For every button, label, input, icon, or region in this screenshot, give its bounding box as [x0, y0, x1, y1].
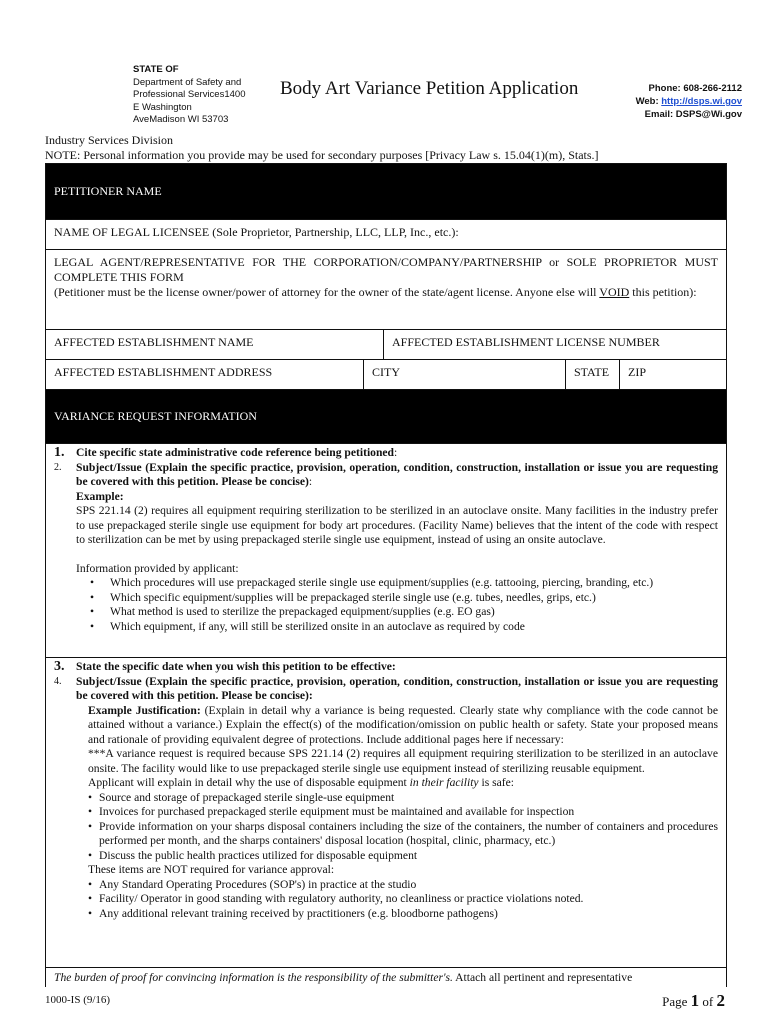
question-4-text: Subject/Issue (Explain the specific practice, provision, operation, condition, construction, installation or issue you are requesting be covered with this petition. Please be concise): [76, 674, 718, 702]
web-line [636, 95, 742, 108]
justification-label: Example Justification: [88, 703, 201, 717]
establishment-row [46, 329, 726, 359]
info-bullet-list [76, 576, 718, 634]
establishment-name-field[interactable]: AFFECTED ESTABLISHMENT NAME [54, 335, 254, 349]
legal-agent-line1: LEGAL AGENT/REPRESENTATIVE FOR THE CORPORATION/COMPANY/PARTNERSHIP or SOLE PROPRIETOR MUST COMPLETE THIS FORM [54, 255, 718, 284]
applicant-bullet-list [76, 791, 718, 864]
question-2-text: Subject/Issue (Explain the specific practice, provision, operation, condition, construction, installation or issue you are requesting be covered with this petition. Please be concise) [76, 460, 718, 488]
applicant-intro-b: is safe: [478, 776, 514, 789]
legal-agent-line2a: (Petitioner must be the license owner/power of attorney for the owner of the state/agent license. Anyone else will [54, 285, 600, 299]
form-id: 1000-IS (9/16) [45, 994, 111, 1006]
justification-text: (Explain in detail why a variance is being requested. Clearly state why compliance with the code cannot be attained without a variance.) Explain the effect(s) of the modification/omission on public health or safety. State your proposed means and rationale of providing equivalent degree of protections. Include additional pages here if necessary: [88, 703, 718, 746]
legal-agent-field[interactable] [46, 249, 726, 329]
q3-q4-block[interactable] [46, 657, 726, 967]
division-name: Industry Services Division [45, 133, 173, 147]
burden-of-proof [46, 968, 726, 986]
web-label: Web: [635, 96, 659, 107]
example-text: SPS 221.14 (2) requires all equipment requiring sterilization to be sterilized in an autoclave onsite. Many facilities in the industry prefer to use prepackaged sterile single use equipment for body art procedures. (Facility Name) believes that the intent of the code with respect to sterilization can be met by using prepackaged sterile single use equipment, instead of using an onsite autoclave. [76, 504, 718, 546]
dept-line-1: Department of Safety and [133, 76, 242, 88]
phone: Phone: 608-266-2112 [648, 83, 742, 94]
question-1-number: 1. [54, 445, 65, 460]
info-bullet: • What method is used to sterilize the prepackaged equipment/supplies (e.g. EO gas) [76, 605, 718, 620]
not-required-bullet: • Any additional relevant training received by practitioners (e.g. bloodborne pathogens) [88, 907, 718, 922]
question-1-colon: : [394, 446, 398, 459]
page-total: 2 [716, 991, 725, 1010]
applicant-bullet: • Discuss the public health practices utilized for disposable equipment [88, 849, 718, 864]
address-row [46, 359, 726, 389]
question-1-text: Cite specific state administrative code reference being petitioned [76, 446, 395, 459]
question-1 [54, 446, 718, 461]
legal-licensee-field[interactable] [46, 219, 726, 249]
privacy-note: NOTE: Personal information you provide may be used for secondary purposes [Privacy Law s. 15.04(1)(m), Stats.] [45, 148, 599, 162]
applicant-bullet: • Source and storage of prepackaged sterile single-use equipment [88, 791, 718, 806]
burden-of-proof-row [46, 967, 726, 987]
q1-q2-block[interactable] [46, 443, 726, 657]
example-label: Example: [76, 489, 124, 503]
applicant-intro [76, 776, 718, 791]
applicant-intro-italic: in their facility [409, 776, 479, 789]
establishment-license-field[interactable]: AFFECTED ESTABLISHMENT LICENSE NUMBER [383, 330, 726, 359]
variance-heading-text: VARIANCE REQUEST INFORMATION [54, 409, 257, 423]
not-required-bullet: • Any Standard Operating Procedures (SOP's) in practice at the studio [88, 878, 718, 893]
info-intro: Information provided by applicant: [76, 561, 239, 575]
burden-rest: Attach all pertinent and representative [452, 971, 633, 984]
applicant-intro-a: Applicant will explain in detail why the use of disposable equipment [88, 776, 410, 789]
petitioner-heading [46, 164, 726, 219]
info-bullet: • Which procedures will use prepackaged sterile single use equipment/supplies (e.g. tattooing, piercing, branding, etc.) [76, 576, 718, 591]
petitioner-heading-text: PETITIONER NAME [54, 184, 162, 198]
question-2 [54, 461, 718, 635]
petition-form [45, 163, 727, 987]
zip-field[interactable]: ZIP [619, 360, 726, 389]
question-3-text: State the specific date when you wish this petition to be effective: [76, 660, 396, 673]
page-number: 1 [690, 991, 700, 1010]
not-required-list [76, 878, 718, 922]
legal-agent-line2 [54, 285, 718, 300]
variance-heading [46, 389, 726, 443]
form-title: Body Art Variance Petition Application [280, 78, 579, 99]
contact-block [636, 82, 742, 121]
web-link[interactable]: http://dsps.wi.gov [661, 96, 742, 107]
applicant-bullet: • Provide information on your sharps disposal containers including the size of the containers, the number of containers and procedures performed per month, and the sharps containers' disposal location (hospital, clinic, pharmacy, etc.) [88, 820, 718, 849]
question-2-colon: : [308, 475, 313, 488]
email: Email: DSPS@Wi.gov [644, 109, 742, 120]
applicant-bullet: • Invoices for purchased prepackaged sterile equipment must be maintained and available for inspection [88, 805, 718, 820]
dept-line-4: AveMadison WI 53703 [133, 114, 229, 125]
justification [76, 704, 718, 748]
legal-agent-text [46, 250, 726, 305]
question-2-number: 2. [54, 461, 62, 473]
state-label: STATE OF [133, 64, 179, 75]
question-4 [54, 675, 718, 922]
agency-address-block [133, 64, 263, 127]
question-3 [54, 660, 718, 675]
not-required-intro: These items are NOT required for variance approval: [88, 863, 335, 876]
establishment-address-field[interactable]: AFFECTED ESTABLISHMENT ADDRESS [54, 365, 273, 379]
legal-licensee-label: NAME OF LEGAL LICENSEE (Sole Proprietor, Partnership, LLC, LLP, Inc., etc.): [54, 225, 459, 239]
burden-italic: The burden of proof for convincing information is the responsibility of the submitter's. [54, 971, 453, 984]
question-4-number: 4. [54, 675, 62, 687]
void-word: VOID [599, 285, 630, 299]
info-bullet: • Which equipment, if any, will still be sterilized onsite in an autoclave as required by code [76, 620, 718, 635]
not-required-bullet: • Facility/ Operator in good standing with regulatory authority, no cleanliness or practice violations noted. [88, 892, 718, 907]
question-3-number: 3. [54, 659, 65, 674]
justification-example: ***A variance request is required because SPS 221.14 (2) requires all equipment requiring sterilization to be sterilized in an autoclave onsite. The facility would like to use prepackaged sterile single use equipment instead of sterilizing reusable equipment. [88, 747, 718, 775]
of-word: of [699, 994, 717, 1009]
info-bullet: • Which specific equipment/supplies will be prepackaged sterile single use (e.g. tubes, needles, grips, etc.) [76, 591, 718, 606]
page-word: Page [662, 994, 691, 1009]
dept-line-3: E Washington [133, 101, 192, 113]
legal-agent-line2b: this petition): [629, 285, 697, 299]
page-indicator [662, 991, 725, 1011]
city-field[interactable]: CITY [363, 360, 565, 389]
state-field[interactable]: STATE [565, 360, 619, 389]
dept-line-2: Professional Services1400 [133, 89, 246, 100]
